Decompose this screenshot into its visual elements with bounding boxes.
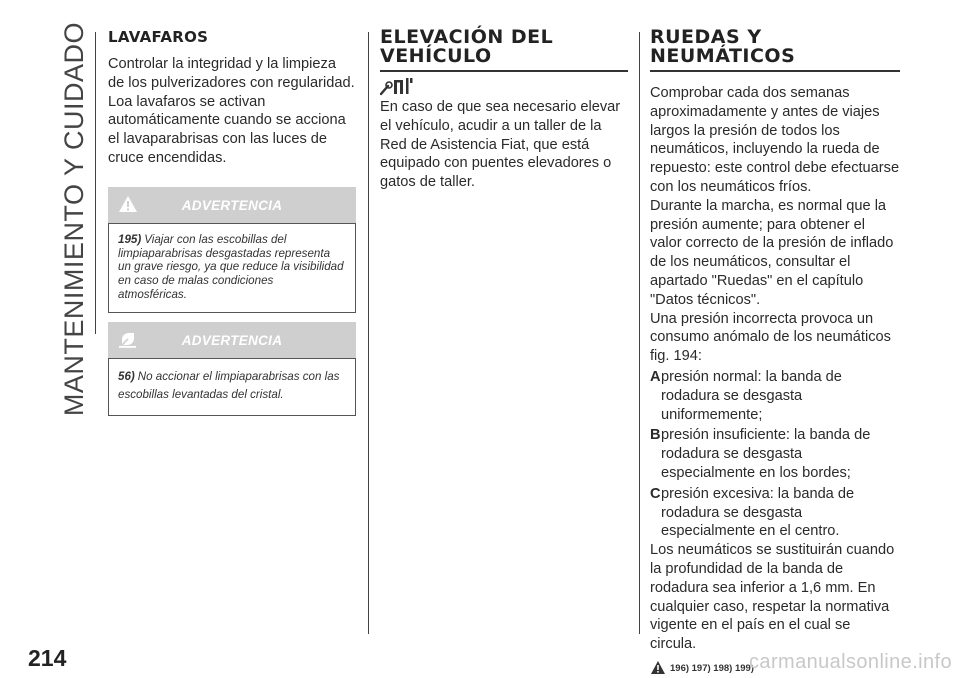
section-title-text: MANTENIMIENTO Y CUIDADO [58,22,89,417]
paragraph: Loa lavafaros se activan automáticamente cuando se acciona el lavaparabrisas con las luces de cruce encendidas. [108,93,346,166]
warning-block [108,187,356,313]
heading-line: RUEDAS Y [650,26,762,48]
warning-text: Viajar con las escobillas del limpiaparabrisas desgastadas representa un grave riesgo, ya que reduce la visibilidad en caso de malas condiciones atmosféricas. [118,232,344,301]
heading-line: VEHÍCULO [380,45,492,67]
paragraph: Controlar la integridad y la limpieza de los pulverizadores con regularidad. [108,56,355,91]
list-item-text: presión excesiva: la banda de rodadura se desgasta especialmente en el centro. [661,485,855,540]
section-title [54,22,94,417]
paragraph: Durante la marcha, es normal que la presión aumente; para obtener el valor correcto de la presión de inflado de los neumáticos, consultar el apartado "Ruedas" en el capítulo "Datos técnicos". [650,197,894,308]
watermark: carmanualsonline.info [749,651,952,673]
list-item-letter: B [650,427,661,444]
section-heading-ruedas [650,28,900,66]
warning-header [108,322,356,358]
section-heading-lavafaros: LAVAFAROS [108,28,209,46]
list-item [650,368,900,424]
footnote-ref-list: 196) 197) 198) 199) [670,662,754,674]
page-number: 214 [28,645,67,671]
warning-label: ADVERTENCIA [181,197,283,213]
list-item-text: presión insuficiente: la banda de rodadura se desgasta especialmente en los bordes; [661,427,871,481]
list-item-text: presión normal: la banda de rodadura se desgasta uniformemente; [661,368,842,423]
warning-label: ADVERTENCIA [181,332,283,348]
column-divider [639,32,640,634]
column-elevacion [380,28,628,192]
paragraph: Una presión incorrecta provoca un consumo anómalo de los neumáticos fig. 194: [650,310,891,365]
paragraph: Los neumáticos se sustituirán cuando la profundidad de la banda de rodadura sea inferior a 1,6 mm. En cualquier caso, respetar la normativa vigente en el país en el cual se circula. [650,542,895,653]
warning-header [108,187,356,223]
warning-block [108,322,356,416]
warning-number: 195) [118,232,142,246]
paragraph: En caso de que sea necesario elevar el vehículo, acudir a un taller de la Red de Asistencia Fiat, que está equipado con puentes elevadores o gatos de taller. [380,99,621,191]
column-ruedas [650,28,900,675]
column-lavafaros [108,28,356,416]
column-divider [368,32,369,634]
paragraph: Comprobar cada dos semanas aproximadamente y antes de viajes largos la presión de todos los neumáticos, incluyendo la rueda de repuesto: este control debe efectuarse con los neumáticos fríos. [650,85,900,195]
list-item [650,426,900,482]
list-item-letter: C [650,485,661,502]
warning-body [108,223,356,313]
section-divider [95,32,96,334]
warning-triangle-icon [650,660,666,675]
service-tool-icon [380,76,414,98]
warning-number: 56) [118,369,135,383]
section-heading-elevacion [380,28,628,66]
heading-line: NEUMÁTICOS [650,45,796,67]
list-item-letter: A [650,368,661,385]
warning-body [108,358,356,416]
warning-text: No accionar el limpiaparabrisas con las escobillas levantadas del cristal. [118,369,340,402]
list-item [650,485,900,541]
heading-line: ELEVACIÓN DEL [380,26,554,48]
heading-rule [380,70,628,72]
